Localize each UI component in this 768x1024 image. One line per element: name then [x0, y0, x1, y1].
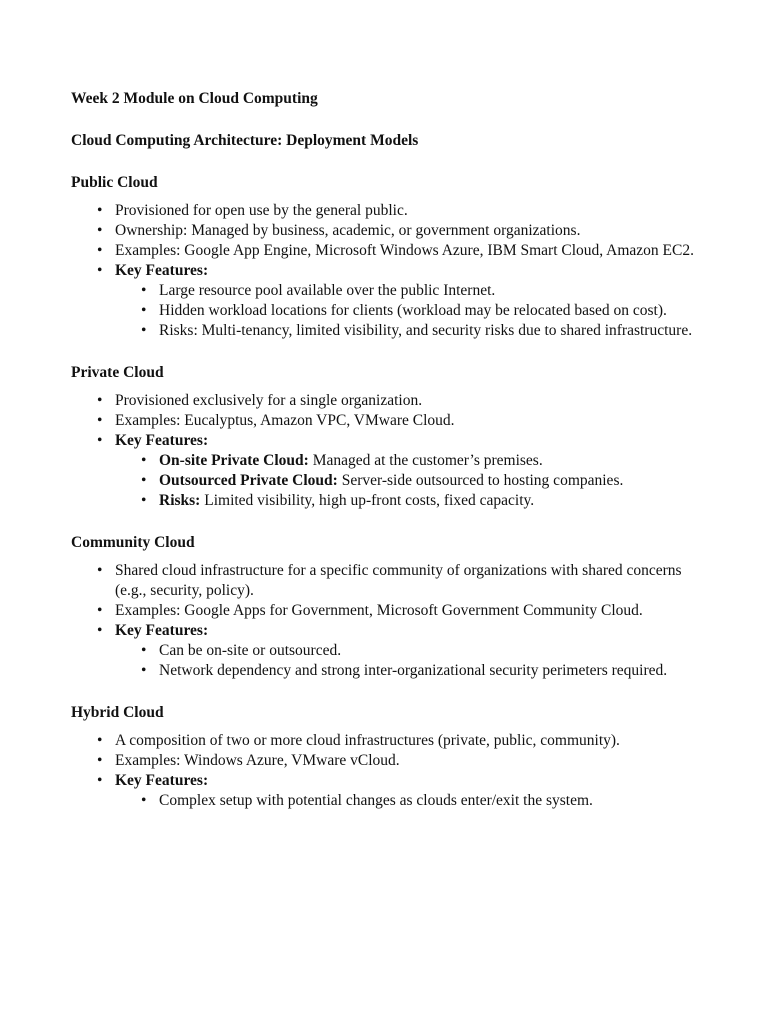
list-item-key-features	[71, 261, 711, 341]
sub-list-item: • Complex setup with potential changes as clouds enter/exit the system.	[115, 791, 711, 811]
key-features-label: Key Features:	[115, 772, 209, 789]
section-public-cloud	[71, 173, 711, 341]
feature-label: Risks:	[159, 492, 201, 509]
feature-label: Outsourced Private Cloud:	[159, 472, 338, 489]
feature-text: Managed at the customer’s premises.	[308, 452, 543, 469]
section-heading: Public Cloud	[71, 174, 158, 191]
sub-bullet-list	[115, 791, 711, 811]
sub-list-item	[115, 451, 711, 471]
key-features-label: Key Features:	[115, 262, 209, 279]
section-heading: Hybrid Cloud	[71, 704, 164, 721]
list-item: • Examples: Google App Engine, Microsoft Windows Azure, IBM Smart Cloud, Amazon EC2.	[71, 241, 711, 261]
list-item: • Shared cloud infrastructure for a specific community of organizations with shared concerns (e.g., security, policy).	[71, 561, 711, 601]
key-features-label: Key Features:	[115, 622, 209, 639]
sub-bullet-list	[115, 281, 711, 341]
key-features-label: Key Features:	[115, 432, 209, 449]
section-heading: Private Cloud	[71, 364, 164, 381]
feature-label: On-site Private Cloud:	[159, 452, 309, 469]
section-hybrid-cloud	[71, 703, 711, 811]
list-item: • Examples: Google Apps for Government, Microsoft Government Community Cloud.	[71, 601, 711, 621]
list-item-key-features	[71, 771, 711, 811]
list-item: • A composition of two or more cloud infrastructures (private, public, community).	[71, 731, 711, 751]
sub-list-item: • Network dependency and strong inter-organizational security perimeters required.	[115, 661, 711, 681]
sub-bullet-list	[115, 451, 711, 511]
section-private-cloud	[71, 363, 711, 511]
bullet-list	[71, 731, 711, 811]
sub-list-item	[115, 471, 711, 491]
feature-text: Server-side outsourced to hosting companies.	[337, 472, 624, 489]
document-page	[71, 89, 711, 833]
list-item: • Provisioned exclusively for a single organization.	[71, 391, 711, 411]
list-item: • Provisioned for open use by the general public.	[71, 201, 711, 221]
sub-list-item: • Can be on-site or outsourced.	[115, 641, 711, 661]
document-subtitle: Cloud Computing Architecture: Deployment Models	[71, 132, 419, 149]
feature-text: Limited visibility, high up-front costs, fixed capacity.	[200, 492, 535, 509]
section-community-cloud	[71, 533, 711, 681]
list-item-key-features	[71, 621, 711, 681]
sub-list-item: • Risks: Multi-tenancy, limited visibility, and security risks due to shared infrastructure.	[115, 321, 711, 341]
sub-list-item: • Large resource pool available over the public Internet.	[115, 281, 711, 301]
document-title: Week 2 Module on Cloud Computing	[71, 90, 318, 107]
sub-list-item	[115, 491, 711, 511]
list-item: • Examples: Windows Azure, VMware vCloud.	[71, 751, 711, 771]
sub-bullet-list	[115, 641, 711, 681]
bullet-list	[71, 201, 711, 341]
list-item: • Examples: Eucalyptus, Amazon VPC, VMware Cloud.	[71, 411, 711, 431]
bullet-list	[71, 561, 711, 681]
list-item-key-features	[71, 431, 711, 511]
list-item: • Ownership: Managed by business, academic, or government organizations.	[71, 221, 711, 241]
sub-list-item: • Hidden workload locations for clients (workload may be relocated based on cost).	[115, 301, 711, 321]
section-heading: Community Cloud	[71, 534, 195, 551]
bullet-list	[71, 391, 711, 511]
